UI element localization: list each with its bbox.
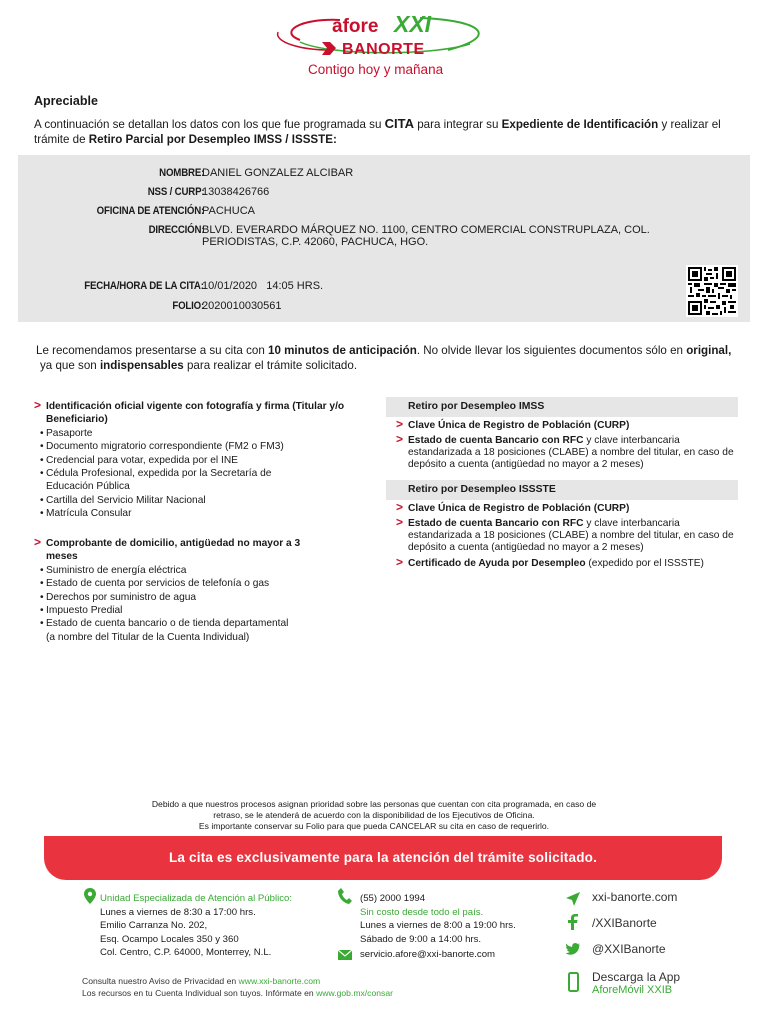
list-item: • Pasaporte [34,427,354,440]
app-download[interactable] [592,970,680,996]
logo-afore-text: afore [332,16,379,37]
list-item: • Estado de cuenta por servicios de telefonía o gas [34,577,324,590]
list-item: • Derechos por suministro de agua [34,591,324,604]
app-name: AforeMóvil XXIB [592,984,673,996]
chevron-right-icon: > [34,535,42,549]
notice-line-2: retraso, se le atenderá de acuerdo con la disponibilidad de los Ejecutivos de Oficina. [213,810,535,821]
facebook-icon [568,914,578,930]
service-unit-block [100,892,330,960]
fecha-value: 10/01/2020 14:05 HRS. [202,280,324,292]
recommend-text-2: . No olvide llevar los siguientes documentos sólo en [416,344,687,357]
intro-text-1: A continuación se detallan los datos con los que fue programada su [34,118,385,131]
address-list [34,564,324,644]
id-head-text: Identificación oficial vigente con fotografía y firma (Titular y/o Beneficiario) [46,401,345,426]
consar-link[interactable]: www.gob.mx/consar [316,987,393,998]
nombre-value: DANIEL GONZALEZ ALCIBAR [202,167,354,179]
unit-address-3: Col. Centro, C.P. 64000, Monterrey, N.L. [100,947,272,959]
list-item: • Estado de cuenta bancario o de tienda departamental [34,617,324,630]
imss-bank-bold: Estado de cuenta Bancario con RFC [408,435,584,446]
notice-line-1: Debido a que nuestros procesos asignan prioridad sobre las personas que cuentan con cita programada, en caso de [151,799,597,809]
phone-hours-saturday: Sábado de 9:00 a 14:00 hrs. [360,933,482,945]
recommend-original: original, [686,344,732,357]
intro-paragraph [34,116,750,147]
phone-icon [338,888,352,904]
phone-number[interactable]: (55) 2000 1994 [360,893,426,904]
email-icon [338,950,352,960]
folio-label: FOLIO: [172,300,204,312]
list-item: • Credencial para votar, expedida por el INE [34,454,354,467]
chevron-right-icon: > [396,417,404,431]
unit-title: Unidad Especializada de Atención al Público: [100,893,293,904]
intro-expediente: Expediente de Identificación [501,118,659,131]
logo-banorte-text: BANORTE [342,41,425,58]
issste-bank-bold: Estado de cuenta Bancario con RFC [408,518,584,529]
chevron-right-icon: > [34,398,42,412]
imss-bank-rest: y clave interbancaria estandarizada a 18 posiciones (CLABE) a nombre del titular, en caso de depósito a cuenta (antigüedad no mayor a 2 meses) [408,435,734,470]
qr-code-icon [686,265,738,317]
facebook-link[interactable]: /XXIBanorte [592,916,657,930]
list-item: (a nombre del Titular de la Cuenta Individual) [46,631,250,643]
address-requirement-head [34,537,324,564]
priority-notice [118,799,630,833]
mobile-phone-icon [568,972,579,992]
legal-notes [82,976,393,999]
phone-free-note: Sin costo desde todo el país. [360,906,484,918]
list-item: • Suministro de energía eléctrica [34,564,324,577]
recommend-text-4: para realizar el trámite solicitado. [183,359,358,372]
unit-address-1: Emilio Carranza No. 202, [100,920,208,932]
imss-bank-item [396,432,742,470]
issste-curp-item [396,500,742,515]
recommendation-paragraph [36,343,752,373]
intro-text-2: para integrar su [414,118,502,131]
imss-curp-text: Clave Única de Registro de Población (CURP) [408,420,630,431]
issste-bank-item [396,515,742,553]
list-item: • Documento migratorio correspondiente (FM2 o FM3) [34,440,354,453]
phone-hours-weekdays: Lunes a viernes de 8:00 a 19:00 hrs. [360,920,516,932]
list-item: • Matrícula Consular [34,507,354,520]
privacy-link[interactable]: www.xxi-banorte.com [238,976,321,986]
intro-cita: CITA [384,116,414,131]
notice-line-3: Es importante conservar su Folio para que pueda CANCELAR su cita en caso de requerirlo. [198,821,550,832]
twitter-link[interactable]: @XXIBanorte [592,942,666,956]
chevron-right-icon: > [396,500,404,514]
location-pin-icon [84,888,96,904]
id-list [34,427,354,521]
recommend-text-1: Le recomendamos presentarse a su cita con [36,344,268,357]
afore-xxi-banorte-logo [270,6,500,80]
unit-address-2: Esq. Ocampo Locales 350 y 360 [100,933,239,945]
privacy-note: Consulta nuestro Aviso de Privacidad en [82,976,239,986]
twitter-icon [566,943,580,955]
imss-section-header: Retiro por Desempleo IMSS [386,397,738,417]
id-requirement-head [34,400,354,427]
banorte-mark-icon [322,42,336,55]
chevron-right-icon: > [396,432,404,446]
oficina-value: PACHUCA [202,205,255,217]
cursor-arrow-icon [566,892,580,906]
certificate-rest: (expedido por el ISSSTE) [585,558,704,569]
recommend-text-3: ya que son [40,359,100,372]
issste-curp-text: Clave Única de Registro de Población (CURP) [408,503,630,514]
recommend-anticipacion: 10 minutos de anticipación [268,344,417,357]
list-item: Educación Pública [46,481,130,493]
nombre-label: NOMBRE: [158,167,204,179]
address-requirements [34,537,324,644]
list-item: • Cédula Profesional, expedida por la Secretaría de [34,467,354,480]
logo-tagline: Contigo hoy y mañana [308,62,444,77]
id-requirements [34,400,354,521]
list-item: • Cartilla del Servicio Militar Nacional [34,494,354,507]
unit-hours: Lunes a viernes de 8:30 a 17:00 hrs. [100,906,256,918]
phone-block [360,892,560,946]
direccion-label: DIRECCIÓN: [148,224,204,236]
recommend-indispensables: indispensables [99,359,184,372]
nss-value: 13038426766 [202,186,270,198]
list-item: • Impuesto Predial [34,604,324,617]
intro-retiro: Retiro Parcial por Desempleo IMSS / ISSSTE: [88,133,337,146]
exclusive-appointment-banner: La cita es exclusivamente para la atención del trámite solicitado. [44,836,722,880]
direccion-value: BLVD. EVERARDO MÁRQUEZ NO. 1100, CENTRO COMERCIAL CONSTRUPLAZA, COL. PERIODISTAS, C.P. 42060, PACHUCA, HGO. [202,224,650,248]
app-download-label: Descarga la App [592,970,681,984]
imss-curp-item [396,417,742,432]
nss-label: NSS / CURP: [147,186,204,198]
issste-certificate-item [396,555,742,570]
chevron-right-icon: > [396,515,404,529]
intro-text-3: y realizar el trámite de [34,118,721,146]
issste-bank-rest: y clave interbancaria estandarizada a 18 posiciones (CLABE) a nombre del titular, en caso de depósito a cuenta (antigüedad no mayor a 2 meses) [408,518,734,553]
appointment-panel [18,155,750,322]
fecha-label: FECHA/HORA DE LA CITA: [84,280,204,292]
chevron-right-icon: > [396,555,404,569]
email-address[interactable]: servicio.afore@xxi-banorte.com [360,949,496,960]
address-head-text: Comprobante de domicilio, antigüedad no mayor a 3 meses [46,538,301,563]
certificate-bold: Certificado de Ayuda por Desempleo [408,558,586,569]
logo-xxi-text: XXI [394,11,432,37]
greeting: Apreciable [34,94,98,108]
folio-value: 2020010030561 [202,300,282,312]
website-link[interactable]: xxi-banorte.com [592,890,678,904]
oficina-label: OFICINA DE ATENCIÓN: [96,205,204,217]
consar-note: Los recursos en tu Cuenta Individual son tuyos. Infórmate en [82,987,317,998]
issste-section-header: Retiro por Desempleo ISSSTE [386,480,738,500]
